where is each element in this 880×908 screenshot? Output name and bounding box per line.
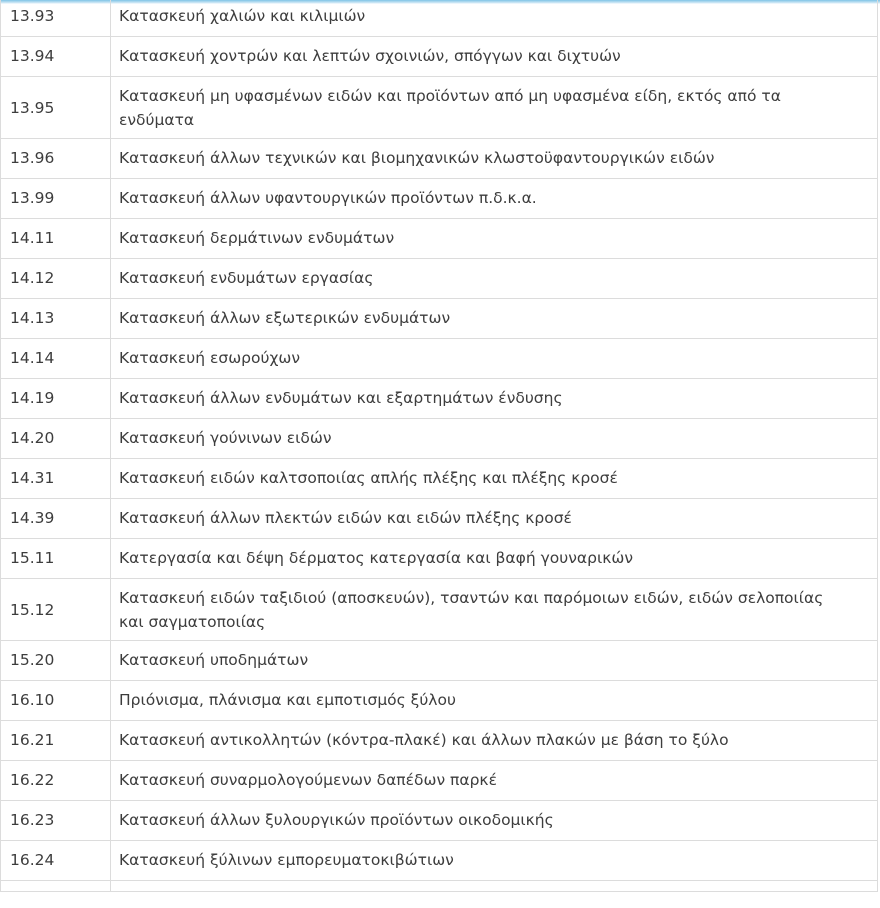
activity-description: Κατασκευή εσωρούχων [111, 339, 878, 379]
activity-description: Κατεργασία και δέψη δέρματος κατεργασία και βαφή γουναρικών [111, 539, 878, 579]
activity-code: 16.21 [1, 721, 111, 761]
activity-code: 14.11 [1, 219, 111, 259]
table-row [1, 379, 878, 419]
table-row [1, 681, 878, 721]
table-row [1, 299, 878, 339]
activity-description: Κατασκευή αντικολλητών (κόντρα-πλακέ) και άλλων πλακών με βάση το ξύλο [111, 721, 878, 761]
table-row [1, 139, 878, 179]
activity-description: Κατασκευή χοντρών και λεπτών σχοινιών, σπόγγων και διχτυών [111, 37, 878, 77]
table-row-partial [1, 881, 878, 892]
activity-code: 15.11 [1, 539, 111, 579]
table-row [1, 579, 878, 641]
activity-code: 13.99 [1, 179, 111, 219]
activity-code: 15.12 [1, 579, 111, 641]
activity-code: 14.14 [1, 339, 111, 379]
activity-code: 13.96 [1, 139, 111, 179]
activity-description: Κατασκευή ενδυμάτων εργασίας [111, 259, 878, 299]
activity-code: 16.10 [1, 681, 111, 721]
activity-code [1, 881, 111, 892]
activity-description: Κατασκευή ξύλινων εμπορευματοκιβώτιων [111, 841, 878, 881]
table-row [1, 219, 878, 259]
activity-description: Κατασκευή μη υφασμένων ειδών και προϊόντων από μη υφασμένα είδη, εκτός από τα ενδύματα [111, 77, 878, 139]
activity-code: 15.20 [1, 641, 111, 681]
activity-code: 13.93 [1, 0, 111, 37]
activity-code: 14.20 [1, 419, 111, 459]
activity-description: Κατασκευή άλλων πλεκτών ειδών και ειδών πλέξης κροσέ [111, 499, 878, 539]
activity-code: 14.31 [1, 459, 111, 499]
activity-description: Κατασκευή δερμάτινων ενδυμάτων [111, 219, 878, 259]
activity-code: 14.19 [1, 379, 111, 419]
activity-description: Κατασκευή ειδών ταξιδιού (αποσκευών), τσαντών και παρόμοιων ειδών, ειδών σελοποιίας και σαγματοποιίας [111, 579, 878, 641]
activity-description: Κατασκευή άλλων υφαντουργικών προϊόντων π.δ.κ.α. [111, 179, 878, 219]
table-row [1, 37, 878, 77]
table-row [1, 259, 878, 299]
table-row [1, 77, 878, 139]
activity-description: Κατασκευή χαλιών και κιλιμιών [111, 0, 878, 37]
activity-description: Κατασκευή γούνινων ειδών [111, 419, 878, 459]
activity-description: Κατασκευή ειδών καλτσοποιίας απλής πλέξης και πλέξης κροσέ [111, 459, 878, 499]
activity-description: Κατασκευή υποδημάτων [111, 641, 878, 681]
activity-code: 14.12 [1, 259, 111, 299]
table-row [1, 459, 878, 499]
table-row [1, 841, 878, 881]
activity-description: Κατασκευή άλλων εξωτερικών ενδυμάτων [111, 299, 878, 339]
activity-description: Κατασκευή συναρμολογούμενων δαπέδων παρκέ [111, 761, 878, 801]
activity-code: 13.94 [1, 37, 111, 77]
activity-code: 14.39 [1, 499, 111, 539]
table-row [1, 499, 878, 539]
table-row [1, 801, 878, 841]
table-row [1, 339, 878, 379]
activity-code: 13.95 [1, 77, 111, 139]
activity-description: Κατασκευή άλλων τεχνικών και βιομηχανικών κλωστοϋφαντουργικών ειδών [111, 139, 878, 179]
table-row [1, 179, 878, 219]
table-row [1, 0, 878, 37]
activity-description: Πριόνισμα, πλάνισμα και εμποτισμός ξύλου [111, 681, 878, 721]
table-row [1, 539, 878, 579]
table-row [1, 721, 878, 761]
table-row [1, 419, 878, 459]
table-row [1, 761, 878, 801]
activity-description: Κατασκευή άλλων ενδυμάτων και εξαρτημάτων ένδυσης [111, 379, 878, 419]
activity-description: Κατασκευή άλλων ξυλουργικών προϊόντων οικοδομικής [111, 801, 878, 841]
activity-code: 16.23 [1, 801, 111, 841]
table-row [1, 641, 878, 681]
activity-code: 16.22 [1, 761, 111, 801]
activity-code: 16.24 [1, 841, 111, 881]
activity-code: 14.13 [1, 299, 111, 339]
activity-description [111, 881, 878, 892]
